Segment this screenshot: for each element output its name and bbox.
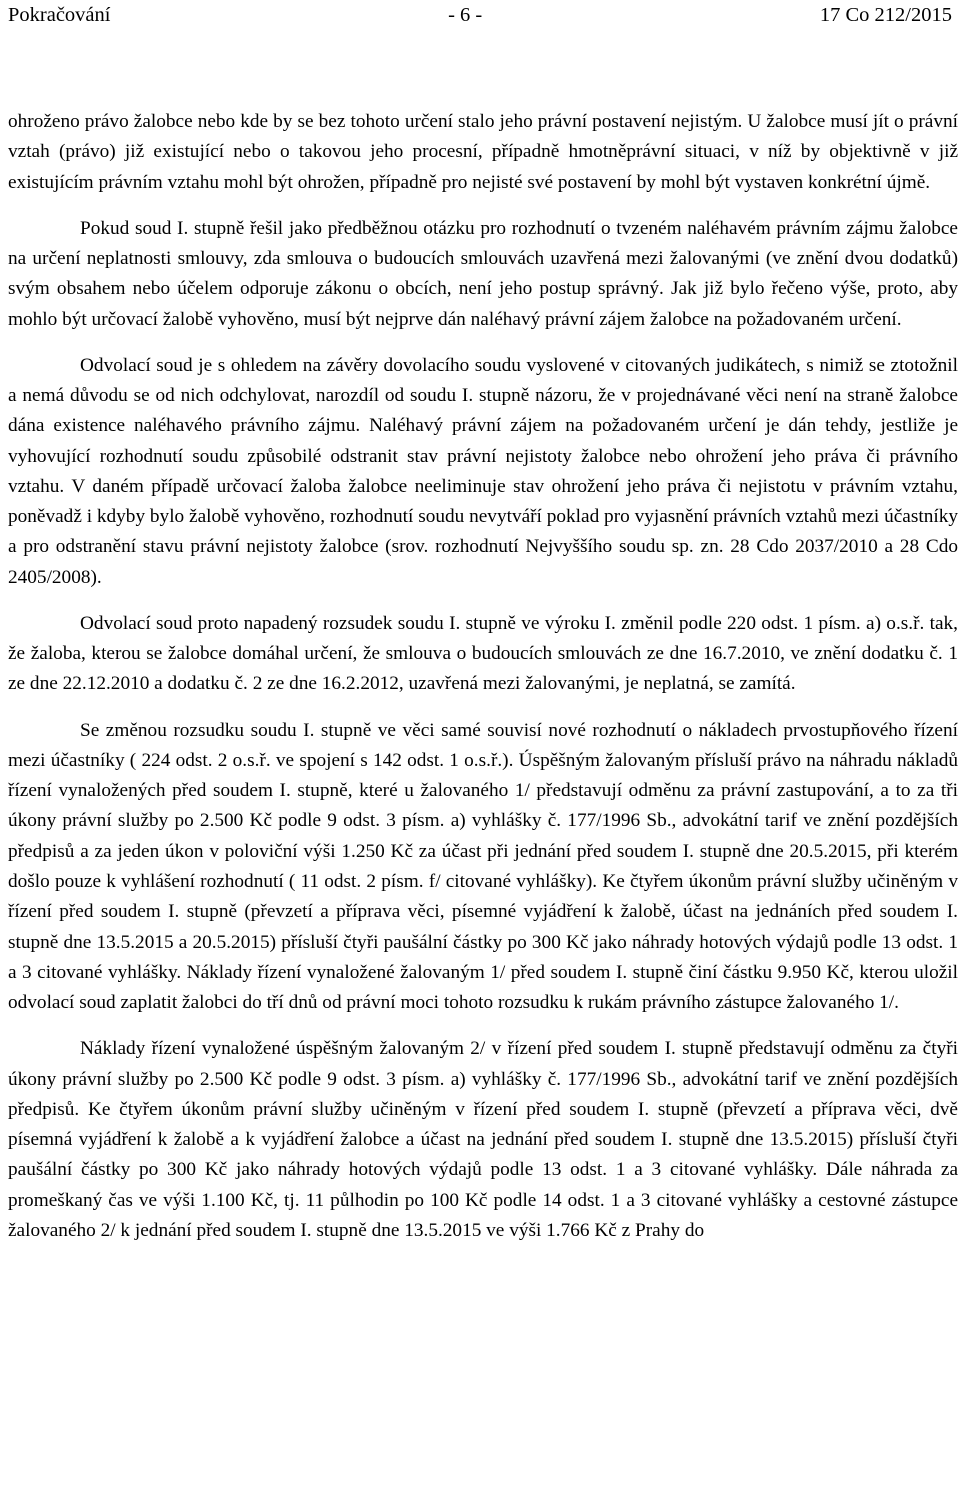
page-header (8, 2, 952, 28)
paragraph-3: Odvolací soud je s ohledem na závěry dovolacího soudu vyslovené v citovaných judikátech, s nimiž se ztotožnil a nemá důvodu se od nich odchylovat, narozdíl od soudu I. stupně názoru, že v projednávané věci není na straně žalobce dána existence naléhavého právního zájmu. Naléhavý právní zájem na požadovaném určení je dán tehdy, jestliže je vyhovující rozhodnutí soudu způsobilé odstranit stav právní nejistoty žalobce nebo ohrožení jeho práva či právního vztahu. V daném případě určovací žaloba žalobce neeliminuje stav ohrožení jeho práva či nejistotu v právním vztahu, poněvadž i kdyby bylo žalobě vyhověno, rozhodnutí soudu nevytváří poklad pro vyjasnění právních vztahů mezi účastníky a pro odstranění stavu právní nejistoty žalobce (srov. rozhodnutí Nejvyššího soudu sp. zn. 28 Cdo 2037/2010 a 28 Cdo 2405/2008). (8, 354, 958, 588)
paragraph-4: Odvolací soud proto napadený rozsudek soudu I. stupně ve výroku I. změnil podle 220 odst. 1 písm. a) o.s.ř. tak, že žaloba, kterou se žalobce domáhal určení, že smlouva o budoucích smlouvách ze dne 16.7.2010, ve znění dodatku č. 1 ze dne 22.12.2010 a dodatku č. 2 ze dne 16.2.2012, uzavřená mezi žalovanými, je neplatná, se zamítá. (8, 612, 958, 695)
header-continuation-label: Pokračování (8, 4, 111, 26)
paragraph-5: Se změnou rozsudku soudu I. stupně ve věci samé souvisí nové rozhodnutí o nákladech prvostupňového řízení mezi účastníky ( 224 odst. 2 o.s.ř. ve spojení s 142 odst. 1 o.s.ř.). Úspěšným žalovaným přísluší právo na náhradu nákladů řízení vynaložených před soudem I. stupně, které u žalovaného 1/ představují odměnu za právní zastupování, a to za tři úkony právní služby po 2.500 Kč podle 9 odst. 3 písm. a) vyhlášky č. 177/1996 Sb., advokátní tarif ve znění pozdějších předpisů a za jeden úkon v poloviční výši 1.250 Kč za účast při jednání před soudem I. stupně dne 20.5.2015, při kterém došlo pouze k vyhlášení rozhodnutí ( 11 odst. 2 písm. f/ citované vyhlášky). Ke čtyřem úkonům právní služby učiněným v řízení před soudem I. stupně (převzetí a příprava věci, písemné vyjádření k žalobě, účast na jednáních před soudem I. stupně dne 13.5.2015 a 20.5.2015) přísluší čtyři paušální částky po 300 Kč jako náhrady hotových výdajů podle 13 odst. 1 a 3 citované vyhlášky. Náklady řízení vynaložené žalovaným 1/ před soudem I. stupně činí částku 9.950 Kč, kterou uložil odvolací soud zaplatit žalobci do tří dnů od právní moci tohoto rozsudku k rukám právního zástupce žalovaného 1/. (8, 719, 958, 1014)
paragraph-1: ohroženo právo žalobce nebo kde by se bez tohoto určení stalo jeho právní postavení nejistým. U žalobce musí jít o právní vztah (právo) již existující nebo o takovou jeho procesní, případně hmotněprávní situaci, v níž by objektivně v již existujícím právním vztahu mohl být ohrožen, případně pro nejisté své postavení by mohl být vystaven konkrétní újmě. (8, 111, 958, 193)
case-number: 17 Co 212/2015 (819, 4, 952, 26)
page-number: - 6 - (448, 4, 483, 26)
document-body (8, 107, 958, 1262)
paragraph-6: Náklady řízení vynaložené úspěšným žalovaným 2/ v řízení před soudem I. stupně představují odměnu za čtyři úkony právní služby po 2.500 Kč podle 9 odst. 3 písm. a) vyhlášky č. 177/1996 Sb., advokátní tarif ve znění pozdějších předpisů. Ke čtyřem úkonům právní služby učiněným v řízení před soudem I. stupně (převzetí a příprava věci, dvě písemná vyjádření k žalobě a k vyjádření žalobce a účast na jednání před soudem I. stupně dne 13.5.2015) přísluší čtyři paušální částky po 300 Kč jako náhrady hotových výdajů podle 13 odst. 1 a 3 citované vyhlášky. Dále náhrada za promeškaný čas ve výši 1.100 Kč, tj. 11 půlhodin po 100 Kč podle 14 odst. 1 a 3 citované vyhlášky a cestovné zástupce žalovaného 2/ k jednání před soudem I. stupně dne 13.5.2015 ve výši 1.766 Kč z Prahy do (8, 1038, 958, 1242)
paragraph-2: Pokud soud I. stupně řešil jako předběžnou otázku pro rozhodnutí o tvzeném naléhavém právním zájmu žalobce na určení neplatnosti smlouvy, zda smlouva o budoucích smlouvách uzavřená mezi žalovanými (ve znění dvou dodatků) svým obsahem nebo účelem odporuje zákonu o obcích, není jeho postup správný. Jak již bylo řečeno výše, proto, aby mohlo být určovací žalobě vyhověno, musí být nejprve dán naléhavý právní zájem žalobce na požadovaném určení. (8, 217, 958, 330)
